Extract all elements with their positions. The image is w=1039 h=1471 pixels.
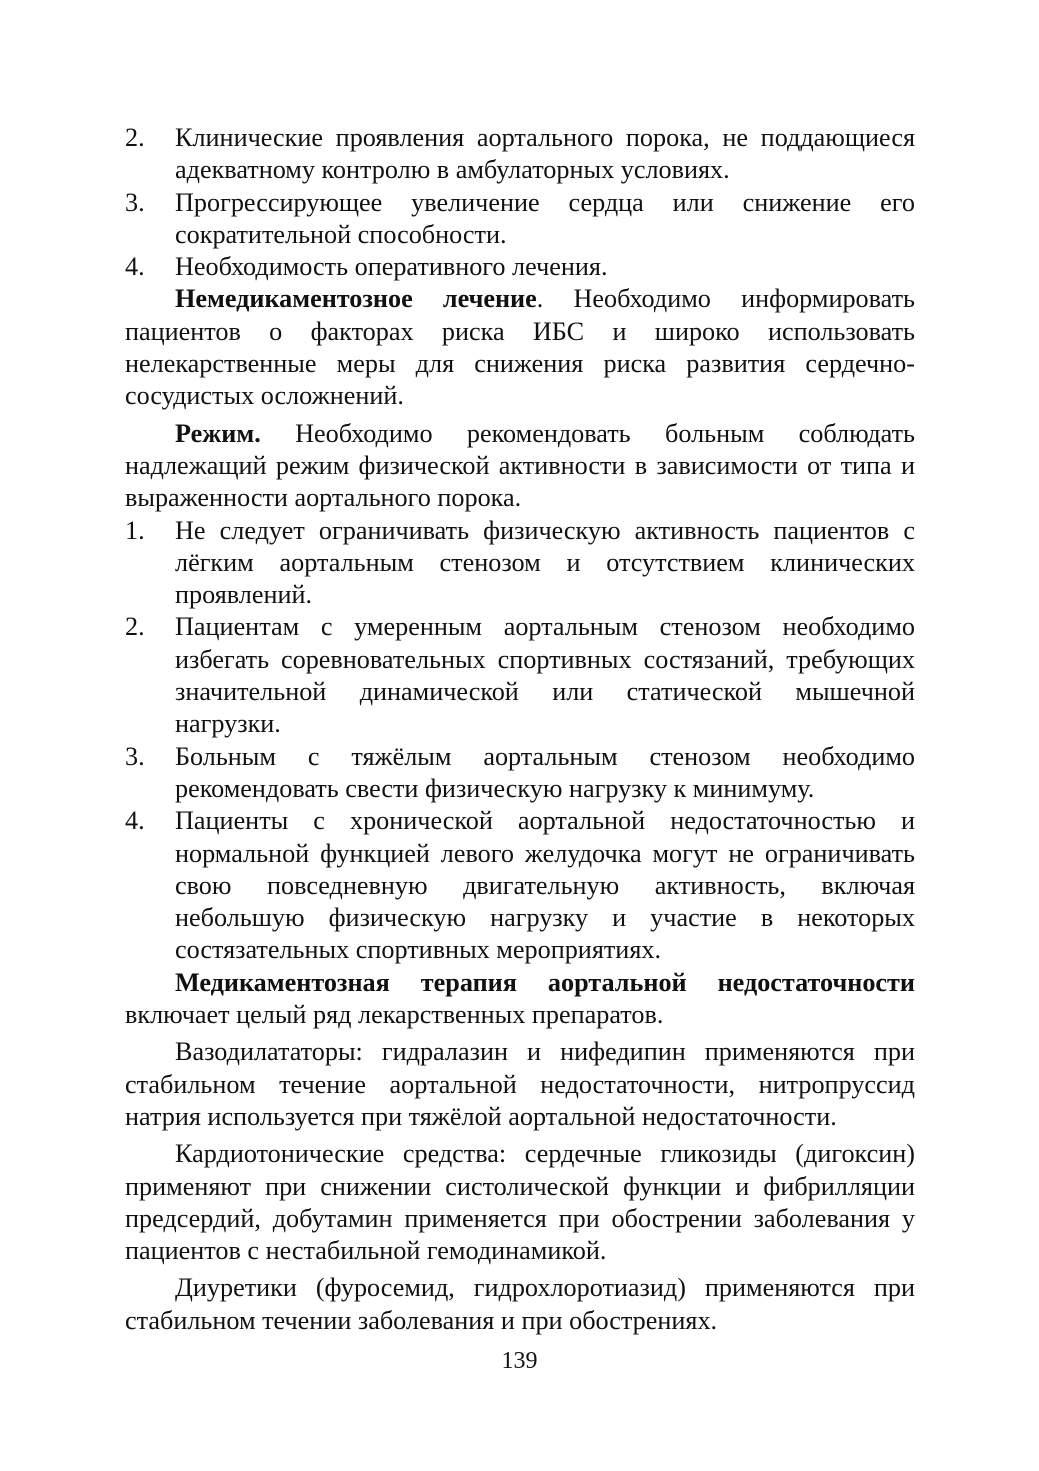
- list-item: [125, 122, 915, 187]
- list-item-text: Пациенты с хронической аортальной недостаточностью и нормальной функцией левого желудочка могут не ограничивать свою повседневную двигательную активность, включая небольшую физическую нагрузку и участие в некоторых состязательных спортивных мероприятиях.: [175, 806, 915, 965]
- list-item: [125, 251, 915, 283]
- paragraph-lead-nonmedication: Немедикаментозное лечение: [175, 284, 537, 314]
- list-item-number: 3.: [125, 741, 145, 771]
- list-item-number: 1.: [125, 515, 145, 545]
- list-item: [125, 741, 915, 806]
- paragraph-regime: [125, 418, 915, 515]
- list-item-text: Прогрессирующее увеличение сердца или снижение его сократительной способности.: [175, 187, 915, 249]
- list-item-text: Больным с тяжёлым аортальным стенозом необходимо рекомендовать свести физическую нагрузку к минимуму.: [175, 741, 915, 803]
- paragraph-lead-regime: Режим.: [175, 418, 261, 448]
- paragraph-nonmedication: [125, 283, 915, 412]
- numbered-list-criteria: [125, 122, 915, 283]
- list-item: [125, 805, 915, 966]
- list-item-number: 2.: [125, 612, 145, 642]
- paragraph-text-regime: Необходимо рекомендовать больным соблюдать надлежащий режим физической активности в зависимости от типа и выраженности аортального порока.: [125, 418, 915, 513]
- paragraph-diuretics: Диуретики (фуросемид, гидрохлоротиазид) применяются при стабильном течении заболевания и при обострениях.: [125, 1273, 915, 1335]
- list-item: [125, 515, 915, 612]
- list-item-text: Пациентам с умеренным аортальным стенозом необходимо избегать соревновательных спортивных состязаний, требующих значительной динамической или статической мышечной нагрузки.: [175, 612, 915, 739]
- paragraph-text-nonmedication: . Необходимо информировать пациентов о факторах риска ИБС и широко использовать нелекарственные меры для снижения риска развития сердечно-сосудистых осложнений.: [125, 284, 915, 411]
- page-body: [125, 122, 915, 1337]
- paragraph-vasodilators: Вазодилататоры: гидралазин и нифедипин применяются при стабильном течение аортальной недостаточности, нитропруссид натрия используется при тяжёлой аортальной недостаточности.: [125, 1037, 915, 1131]
- list-item-number: 3.: [125, 187, 145, 217]
- paragraph-lead-medication: Медикаментозная терапия аортальной недостаточности: [175, 967, 915, 997]
- paragraph-medication: [125, 967, 915, 1032]
- list-item: [125, 187, 915, 252]
- list-item-text: Не следует ограничивать физическую активность пациентов с лёгким аортальным стенозом и отсутствием клинических проявлений.: [175, 515, 915, 610]
- page-number: 139: [501, 1348, 538, 1374]
- list-item: [125, 611, 915, 740]
- list-item-number: 4.: [125, 806, 145, 836]
- list-item-text: Клинические проявления аортального порока, не поддающиеся адекватному контролю в амбулаторных условиях.: [175, 123, 915, 185]
- list-item-text: Необходимость оперативного лечения.: [175, 252, 608, 282]
- paragraph-text-medication: включает целый ряд лекарственных препаратов.: [125, 1000, 664, 1030]
- numbered-list-regime: [125, 515, 915, 967]
- paragraph-cardiotonics: Кардиотонические средства: сердечные гликозиды (дигоксин) применяют при снижении систолической функции и фибрилляции предсердий, добутамин применяется при обострении заболевания у пациентов с нестабильной гемодинамикой.: [125, 1139, 915, 1266]
- list-item-number: 2.: [125, 123, 145, 152]
- list-item-number: 4.: [125, 252, 145, 282]
